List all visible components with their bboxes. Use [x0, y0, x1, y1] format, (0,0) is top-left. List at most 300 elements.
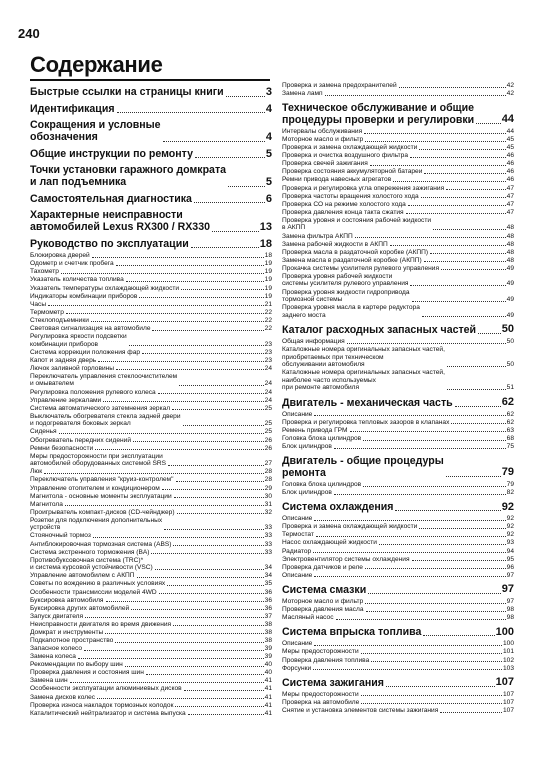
toc-entry[interactable] [282, 427, 514, 435]
toc-entry[interactable] [282, 657, 514, 665]
dot-leader [91, 321, 264, 322]
toc-entry[interactable] [30, 268, 272, 276]
toc-entry[interactable] [282, 185, 514, 193]
toc-entry-title: Головка блока цилиндров [282, 434, 362, 442]
dot-leader [162, 489, 264, 490]
toc-page-number: 28 [264, 476, 272, 484]
toc-entry-title: Проверка уровня рабочей жидкости системы усилителя рулевого управления [282, 272, 409, 288]
toc-entry-title: Стеклоподъемники [30, 316, 89, 324]
dot-leader [146, 674, 264, 675]
toc-page-number: 62 [506, 410, 514, 418]
toc-entry-title: Световая сигнализация на автомобиле [30, 324, 151, 332]
toc-entry[interactable] [30, 589, 272, 597]
toc-page-number: 92 [506, 531, 514, 539]
dot-leader [325, 95, 506, 96]
toc-page-number: 103 [502, 664, 514, 672]
toc-entry[interactable] [30, 309, 272, 317]
toc-page-number: 22 [264, 316, 272, 324]
toc-entry-title: Термометр [30, 308, 64, 316]
dot-leader [390, 245, 506, 246]
toc-entry[interactable] [30, 333, 272, 348]
toc-page-number: 48 [506, 248, 514, 256]
toc-entry-title: Двигатель - механическая часть [282, 396, 453, 409]
toc-page-number: 107 [495, 676, 514, 689]
toc-entry[interactable] [282, 304, 514, 319]
toc-entry-title: Регулировка положения рулевого колеса [30, 388, 156, 396]
toc-section-heading[interactable] [30, 193, 272, 206]
toc-page-number: 92 [506, 523, 514, 531]
dot-leader [98, 361, 263, 362]
toc-entry-title: Тахометр [30, 268, 59, 276]
toc-page-number: 62 [501, 396, 514, 409]
toc-page-number: 50 [501, 323, 514, 336]
toc-entry-title: Замена ламп [282, 90, 323, 98]
toc-entry-title: Указатель температуры охлаждающей жидкости [30, 284, 180, 292]
toc-entry[interactable] [282, 82, 514, 90]
toc-entry-title: Система смазки [282, 583, 367, 596]
toc-entry-title: Запасное колесо [30, 645, 83, 653]
dot-leader [364, 133, 506, 134]
dot-leader [441, 269, 506, 270]
toc-entry[interactable] [30, 605, 272, 613]
toc-entry[interactable] [282, 338, 514, 346]
toc-entry[interactable] [282, 699, 514, 707]
toc-entry[interactable] [30, 493, 272, 501]
dot-leader [129, 345, 264, 346]
toc-entry-title: Описание [282, 515, 313, 523]
dot-leader [48, 305, 264, 306]
toc-page-number: 33 [264, 540, 272, 548]
dot-leader [175, 706, 263, 707]
dot-leader [137, 577, 264, 578]
dot-leader [395, 510, 500, 511]
toc-entry[interactable] [282, 217, 514, 232]
toc-page-number: 21 [264, 300, 272, 308]
toc-entry-title: Проверка на автомобиле [282, 698, 360, 706]
page-title: Содержание [30, 52, 163, 77]
toc-page-number: 29 [264, 484, 272, 492]
toc-page-number: 47 [506, 208, 514, 216]
dot-leader [188, 714, 264, 715]
toc-entry[interactable] [282, 144, 514, 152]
toc-entry[interactable] [282, 193, 514, 201]
toc-page-number: 79 [501, 466, 514, 479]
toc-page-number: 42 [506, 82, 514, 89]
toc-entry[interactable] [282, 289, 514, 304]
toc-entry-title: Каталитический нейтрализатор и система выпуска [30, 709, 186, 717]
toc-entry[interactable] [30, 317, 272, 325]
toc-entry[interactable] [30, 557, 272, 572]
toc-entry-title: Управление автомобилем с АКПП [30, 572, 135, 580]
toc-page-number: 97 [501, 583, 514, 596]
toc-page-number: 18 [264, 252, 272, 260]
toc-entry[interactable] [282, 241, 514, 249]
toc-entry[interactable] [282, 273, 514, 288]
toc-section-heading[interactable] [282, 676, 514, 689]
toc-page-number: 31 [264, 500, 272, 508]
toc-page-number: 92 [506, 515, 514, 523]
toc-entry[interactable] [30, 428, 272, 436]
dot-leader [70, 682, 264, 683]
toc-entry[interactable] [282, 556, 514, 564]
toc-page-number: 102 [502, 656, 514, 664]
toc-page-number: 26 [264, 436, 272, 444]
toc-entry-title: Антиблокировочная тормозная система (ABS) [30, 540, 172, 548]
toc-entry-title: Замена масла в раздаточной коробке (АКПП) [282, 256, 422, 264]
toc-entry-title: Ремни безопасности [30, 444, 94, 452]
dot-leader [139, 297, 263, 298]
dot-leader [412, 301, 506, 302]
toc-entry-title: Идентификация [30, 103, 115, 116]
toc-entry-title: Самостоятельная диагностика [30, 193, 192, 206]
toc-entry-title: Меры предосторожности [282, 690, 359, 698]
toc-entry[interactable] [30, 572, 272, 580]
toc-entry[interactable] [30, 549, 272, 557]
toc-entry[interactable] [282, 523, 514, 531]
toc-entry-title: Проверка давления топлива [282, 656, 370, 664]
toc-entry-title: Магнитола - основные моменты эксплуатации [30, 492, 172, 500]
toc-entry[interactable] [282, 539, 514, 547]
toc-entry[interactable] [30, 621, 272, 629]
toc-entry[interactable] [30, 293, 272, 301]
toc-entry[interactable] [30, 260, 272, 268]
dot-leader [125, 666, 264, 667]
toc-page-number: 42 [506, 90, 514, 98]
dot-leader [478, 333, 501, 334]
toc-page-number: 41 [264, 685, 272, 693]
toc-entry-title: Головка блока цилиндров [282, 480, 362, 488]
toc-page-number: 23 [264, 348, 272, 356]
toc-entry-title: Управление зеркалами [30, 396, 102, 404]
toc-entry-title: Проверка износа накладок тормозных колодок [30, 701, 174, 709]
toc-section-heading[interactable] [30, 86, 272, 99]
toc-entry[interactable] [282, 691, 514, 699]
toc-entry[interactable] [282, 572, 514, 580]
toc-entry[interactable] [30, 501, 272, 509]
toc-entry[interactable] [30, 301, 272, 309]
toc-entry[interactable] [30, 397, 272, 405]
toc-entry[interactable] [30, 694, 272, 702]
toc-page-number: 45 [506, 136, 514, 144]
toc-entry[interactable] [282, 201, 514, 209]
toc-entry[interactable] [30, 580, 272, 588]
toc-page-number: 47 [506, 192, 514, 200]
dot-leader [446, 476, 501, 477]
toc-entry[interactable] [30, 252, 272, 260]
toc-entry[interactable] [282, 531, 514, 539]
toc-entry-title: Стояночный тормоз [30, 532, 91, 540]
dot-leader [455, 406, 501, 407]
toc-entry[interactable] [30, 710, 272, 718]
toc-entry[interactable] [282, 369, 514, 392]
toc-entry-title: Руководство по эксплуатации [30, 238, 189, 251]
toc-entry[interactable] [282, 548, 514, 556]
dot-leader [313, 552, 505, 553]
toc-entry-title: Розетки для подключения дополнительных устройств [30, 516, 163, 532]
toc-entry[interactable] [30, 405, 272, 413]
toc-entry-title: Проверка датчиков и реле [282, 563, 363, 571]
toc-page-number: 98 [506, 614, 514, 622]
toc-entry[interactable] [30, 445, 272, 453]
toc-entry[interactable] [30, 677, 272, 685]
dot-leader [476, 123, 501, 124]
toc-entry[interactable] [30, 645, 272, 653]
toc-entry[interactable] [30, 453, 272, 468]
toc-section-heading[interactable] [30, 119, 272, 143]
toc-entry[interactable] [282, 136, 514, 144]
toc-entry[interactable] [30, 389, 272, 397]
dot-leader [363, 440, 505, 441]
toc-entry-title: Проверка состояния аккумуляторной батареи [282, 168, 423, 176]
dot-leader [314, 415, 505, 416]
dot-leader [194, 202, 265, 203]
toc-entry-title: Особенности эксплуатации алюминиевых дисков [30, 685, 182, 693]
toc-page-number: 97 [506, 571, 514, 579]
toc-entry-title: Домкрат и инструменты [30, 628, 104, 636]
dot-leader [447, 366, 506, 367]
dot-leader [61, 273, 264, 274]
toc-page-number: 33 [264, 524, 272, 532]
toc-entry[interactable] [282, 265, 514, 273]
toc-entry[interactable] [30, 629, 272, 637]
toc-page-number: 41 [264, 701, 272, 709]
toc-entry-title: Насос охлаждающей жидкости [282, 539, 377, 547]
toc-page-number: 49 [506, 311, 514, 319]
dot-leader [44, 473, 263, 474]
toc-entry[interactable] [282, 411, 514, 419]
toc-page-number: 35 [264, 580, 272, 588]
toc-section-heading[interactable] [282, 455, 514, 479]
toc-entry-title: Замена рабочей жидкости в АКПП [282, 240, 388, 248]
dot-leader [59, 433, 264, 434]
dot-leader [361, 703, 502, 704]
toc-page-number: 95 [506, 555, 514, 563]
toc-page-number: 49 [506, 280, 514, 288]
toc-entry[interactable] [30, 517, 272, 532]
toc-entry[interactable] [30, 468, 272, 476]
dot-leader [421, 197, 506, 198]
toc-entry[interactable] [30, 532, 272, 540]
toc-entry-title: Моторное масло и фильтр [282, 136, 364, 144]
page-number: 240 [18, 26, 40, 41]
toc-page-number: 18 [259, 237, 272, 250]
toc-entry[interactable] [282, 152, 514, 160]
dot-leader [176, 481, 264, 482]
toc-entry[interactable] [282, 515, 514, 523]
toc-entry-title: Проверка и очистка воздушного фильтра [282, 152, 408, 160]
toc-entry[interactable] [282, 614, 514, 622]
dot-leader [181, 289, 264, 290]
dot-leader [159, 593, 264, 594]
toc-page-number: 19 [264, 260, 272, 268]
toc-entry[interactable] [282, 598, 514, 606]
toc-entry[interactable] [282, 160, 514, 168]
toc-entry[interactable] [30, 661, 272, 669]
toc-page-number: 92 [501, 500, 514, 513]
toc-entry-title: Проверка и замена предохранителей [282, 82, 397, 89]
toc-page-number: 46 [506, 168, 514, 176]
toc-entry[interactable] [30, 509, 272, 517]
dot-leader [314, 645, 502, 646]
toc-section-heading[interactable] [282, 323, 514, 336]
toc-entry[interactable] [282, 257, 514, 265]
toc-entry[interactable] [282, 128, 514, 136]
dot-leader [116, 265, 264, 266]
toc-page-number: 34 [264, 572, 272, 580]
dot-leader [174, 497, 264, 498]
dot-leader [422, 316, 506, 317]
toc-section-heading[interactable] [30, 164, 272, 188]
toc-page-number: 100 [502, 640, 514, 648]
toc-page-number: 19 [264, 276, 272, 284]
dot-leader [173, 625, 264, 626]
toc-section-heading[interactable] [30, 148, 272, 161]
toc-page-number: 93 [506, 539, 514, 547]
toc-entry[interactable] [282, 443, 514, 451]
toc-page-number: 50 [506, 338, 514, 346]
toc-page-number: 30 [264, 492, 272, 500]
toc-page-number: 3 [265, 86, 272, 98]
toc-entry-title: Управление отопителем и кондиционером [30, 484, 160, 492]
toc-entry-title: Регулировка яркости подсветки комбинации приборов [30, 333, 127, 348]
toc-page-number: 22 [264, 308, 272, 316]
toc-entry-title: Запуск двигателя [30, 612, 84, 620]
toc-entry[interactable] [30, 476, 272, 484]
toc-entry[interactable] [30, 613, 272, 621]
toc-section-heading[interactable] [282, 626, 514, 639]
toc-entry[interactable] [282, 707, 514, 715]
dot-leader [78, 658, 264, 659]
dot-leader [368, 593, 501, 594]
toc-entry[interactable] [30, 437, 272, 445]
toc-entry-title: Снятие и установка элементов системы зажигания [282, 706, 439, 714]
toc-entry[interactable] [282, 176, 514, 184]
toc-entry[interactable] [30, 357, 272, 365]
dot-leader [167, 585, 263, 586]
toc-entry[interactable] [30, 373, 272, 388]
dot-leader [116, 369, 264, 370]
toc-entry[interactable] [282, 233, 514, 241]
toc-entry[interactable] [30, 637, 272, 645]
toc-entry[interactable] [282, 606, 514, 614]
dot-leader [117, 112, 265, 113]
toc-entry-title: Подкапотное пространство [30, 636, 114, 644]
toc-entry[interactable] [282, 489, 514, 497]
toc-page-number: 38 [264, 636, 272, 644]
toc-entry-title: Электровентилятор системы охлаждения [282, 555, 410, 563]
dot-leader [371, 661, 502, 662]
toc-entry-title: Радиатор [282, 547, 312, 555]
toc-page-number: 40 [264, 661, 272, 669]
dot-leader [350, 431, 506, 432]
toc-entry[interactable] [30, 541, 272, 549]
toc-page-number: 107 [502, 706, 514, 714]
toc-entry[interactable] [30, 325, 272, 333]
toc-page-number: 41 [264, 709, 272, 717]
toc-entry[interactable] [282, 665, 514, 673]
toc-entry[interactable] [30, 485, 272, 493]
toc-entry[interactable] [282, 648, 514, 656]
toc-entry-title: Ремень привода ГРМ [282, 426, 348, 434]
dot-leader [361, 653, 502, 654]
title-underline [30, 79, 270, 81]
toc-entry[interactable] [282, 90, 514, 98]
toc-entry[interactable] [282, 481, 514, 489]
toc-section-heading[interactable] [30, 238, 272, 251]
toc-page-number: 48 [506, 256, 514, 264]
toc-entry[interactable] [282, 419, 514, 427]
toc-entry-title: Ремни привода навесных агрегатов [282, 176, 392, 184]
toc-entry[interactable] [282, 435, 514, 443]
dot-leader [412, 560, 506, 561]
toc-page-number: 101 [502, 648, 514, 656]
toc-entry[interactable] [282, 346, 514, 369]
toc-section-heading[interactable] [282, 396, 514, 409]
toc-page-number: 4 [265, 130, 272, 143]
toc-entry[interactable] [30, 669, 272, 677]
toc-section-heading[interactable] [282, 102, 514, 126]
toc-page-number: 63 [506, 426, 514, 434]
toc-page-number: 41 [264, 693, 272, 701]
toc-entry[interactable] [282, 640, 514, 648]
toc-page-number: 36 [264, 596, 272, 604]
toc-entry-title: Переключатель управления стеклоочистителем и омывателем [30, 372, 178, 388]
toc-page-number: 27 [264, 460, 272, 468]
toc-section-heading[interactable] [30, 209, 272, 233]
toc-entry[interactable] [30, 365, 272, 373]
toc-entry[interactable] [282, 564, 514, 572]
toc-page-number: 22 [264, 324, 272, 332]
toc-entry-title: Неисправности двигателя во время движения [30, 620, 172, 628]
toc-entry-title: Система коррекции положения фар [30, 348, 141, 356]
toc-entry-title: Проверка и замена охлаждающей жидкости [282, 144, 418, 152]
toc-page-number: 49 [506, 264, 514, 272]
toc-entry[interactable] [30, 653, 272, 661]
toc-entry[interactable] [282, 209, 514, 217]
dot-leader [336, 619, 506, 620]
toc-entry-title: Одометр и счетчик пробега [30, 260, 114, 268]
toc-page-number: 44 [501, 113, 514, 126]
toc-entry[interactable] [30, 702, 272, 710]
toc-entry[interactable] [30, 597, 272, 605]
toc-entry-title: Часы [30, 300, 47, 308]
dot-leader [158, 393, 264, 394]
dot-leader [126, 281, 264, 282]
dot-leader [419, 149, 505, 150]
toc-section-heading[interactable] [282, 583, 514, 596]
dot-leader [163, 141, 265, 142]
dot-leader [151, 553, 263, 554]
toc-entry[interactable] [30, 413, 272, 428]
toc-page-number: 33 [264, 548, 272, 556]
toc-entry[interactable] [282, 249, 514, 257]
toc-section-heading[interactable] [282, 501, 514, 514]
toc-section-heading[interactable] [30, 103, 272, 116]
toc-entry[interactable] [30, 285, 272, 293]
toc-entry[interactable] [30, 349, 272, 357]
dot-leader [363, 486, 505, 487]
toc-entry[interactable] [282, 168, 514, 176]
toc-entry[interactable] [30, 685, 272, 693]
toc-page-number: 24 [264, 396, 272, 404]
toc-page-number: 13 [259, 220, 272, 233]
toc-page-number: 25 [264, 404, 272, 412]
toc-entry-title: Прокачка системы усилителя рулевого управления [282, 264, 440, 272]
toc-entry-title: Каталожные номера оригинальных запасных частей, наиболее часто используемых при ремонте автомобиля [282, 369, 445, 392]
toc-page-number: 96 [506, 563, 514, 571]
toc-entry[interactable] [30, 276, 272, 284]
toc-page-number: 6 [265, 192, 272, 205]
